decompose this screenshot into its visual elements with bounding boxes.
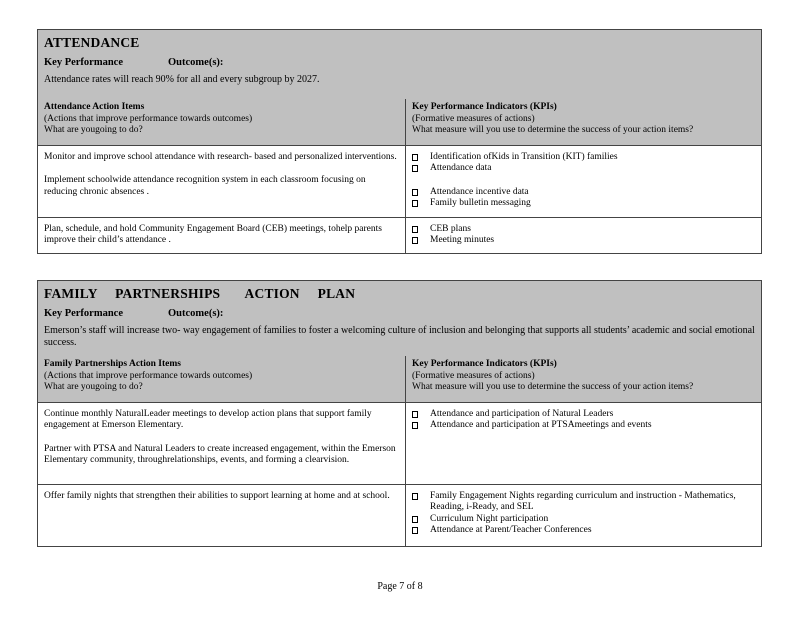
key-performance-text: Key Performance (44, 308, 124, 319)
action-table (37, 99, 762, 254)
checkbox-icon (412, 237, 418, 244)
action-item: Partner with PTSA and Natural Leaders to create increased engagement, within the Emerson Elementary community, throughrelationships, events, and forming a clearvision. (44, 443, 396, 465)
kpi-list (412, 152, 755, 175)
list-item: CEB plans (412, 224, 755, 236)
table-row (38, 145, 762, 217)
kpi-list (412, 491, 755, 537)
list-item: Attendance and participation of Natural Leaders (412, 409, 755, 421)
list-item: Attendance data (412, 163, 755, 175)
action-cell (38, 145, 406, 217)
kpi-header (406, 356, 762, 402)
action-cell (38, 402, 406, 484)
kpi-cell (406, 145, 762, 217)
action-items-subheading: (Actions that improve performance towards outcomes) (44, 370, 253, 381)
checkbox-icon (412, 422, 418, 429)
list-item: Family Engagement Nights regarding curriculum and instruction - Mathematics, Reading, i-Ready, and SEL (412, 491, 755, 514)
column-header-row (38, 356, 762, 402)
kpi-subheading: (Formative measures of actions) (412, 370, 535, 381)
table-row (38, 217, 762, 253)
outcome-text: Emerson’s staff will increase two- way engagement of families to foster a welcoming culture of inclusion and belonging that supports all students’ academic and social emotional success. (44, 325, 755, 348)
list-item: Attendance incentive data (412, 187, 755, 199)
action-item: Continue monthly NaturalLeader meetings to develop action plans that support family engagement at Emerson Elementary. (44, 408, 372, 430)
checkbox-icon (412, 200, 418, 207)
action-items-question: What are yougoing to do? (44, 125, 143, 135)
checkbox-icon (412, 411, 418, 418)
key-performance-label (44, 308, 755, 319)
kpi-cell (406, 484, 762, 546)
kpi-list (412, 409, 755, 432)
page-number: Page 7 of 8 (377, 581, 423, 592)
list-item: Family bulletin messaging (412, 198, 755, 210)
kpi-heading: Key Performance Indicators (KPIs) (412, 359, 557, 369)
kpi-list (412, 224, 755, 247)
family-partnerships-section (37, 280, 762, 547)
action-items-header (38, 99, 406, 145)
action-item: Monitor and improve school attendance with research- based and personalized interventions. (44, 151, 397, 162)
kpi-cell (406, 402, 762, 484)
action-item: Implement schoolwide attendance recognition system in each classroom focusing on reducing chronic absences . (44, 175, 366, 197)
kpi-heading: Key Performance Indicators (KPIs) (412, 102, 557, 112)
key-performance-label (44, 57, 755, 68)
action-items-question: What are yougoing to do? (44, 382, 143, 392)
kpi-question: What measure will you use to determine the success of your action items? (412, 125, 694, 135)
table-row (38, 402, 762, 484)
list-item: Meeting minutes (412, 235, 755, 247)
kpi-header (406, 99, 762, 145)
list-item: Attendance and participation at PTSAmeetings and events (412, 420, 755, 432)
kpi-subheading: (Formative measures of actions) (412, 113, 535, 124)
checkbox-icon (412, 493, 418, 500)
action-items-header (38, 356, 406, 402)
checkbox-icon (412, 165, 418, 172)
action-item: Plan, schedule, and hold Community Engagement Board (CEB) meetings, tohelp parents improve their child’s attendance . (44, 223, 382, 245)
kpi-cell (406, 217, 762, 253)
action-item: Offer family nights that strengthen their abilities to support learning at home and at school. (44, 490, 390, 501)
checkbox-icon (412, 226, 418, 233)
kpi-question: What measure will you use to determine the success of your action items? (412, 382, 694, 392)
checkbox-icon (412, 516, 418, 523)
list-item: Identification ofKids in Transition (KIT) families (412, 152, 755, 164)
section-title: FAMILY PARTNERSHIPS ACTION PLAN (44, 286, 356, 301)
checkbox-icon (412, 189, 418, 196)
key-performance-text: Key Performance (44, 57, 124, 68)
section-header (37, 29, 762, 99)
action-cell (38, 217, 406, 253)
section-title: ATTENDANCE (44, 35, 140, 50)
action-cell (38, 484, 406, 546)
checkbox-icon (412, 154, 418, 161)
attendance-section (37, 29, 762, 254)
checkbox-icon (412, 527, 418, 534)
action-table (37, 356, 762, 547)
kpi-list (412, 187, 755, 210)
outcomes-label: Outcome(s): (168, 308, 224, 319)
table-row (38, 484, 762, 546)
action-items-subheading: (Actions that improve performance towards outcomes) (44, 113, 253, 124)
action-items-heading: Family Partnerships Action Items (44, 359, 181, 369)
column-header-row (38, 99, 762, 145)
section-header (37, 280, 762, 356)
action-items-heading: Attendance Action Items (44, 102, 145, 112)
outcome-text: Attendance rates will reach 90% for all and every subgroup by 2027. (44, 74, 320, 85)
outcomes-label: Outcome(s): (168, 57, 224, 68)
list-item: Attendance at Parent/Teacher Conferences (412, 525, 755, 537)
list-item: Curriculum Night participation (412, 514, 755, 526)
